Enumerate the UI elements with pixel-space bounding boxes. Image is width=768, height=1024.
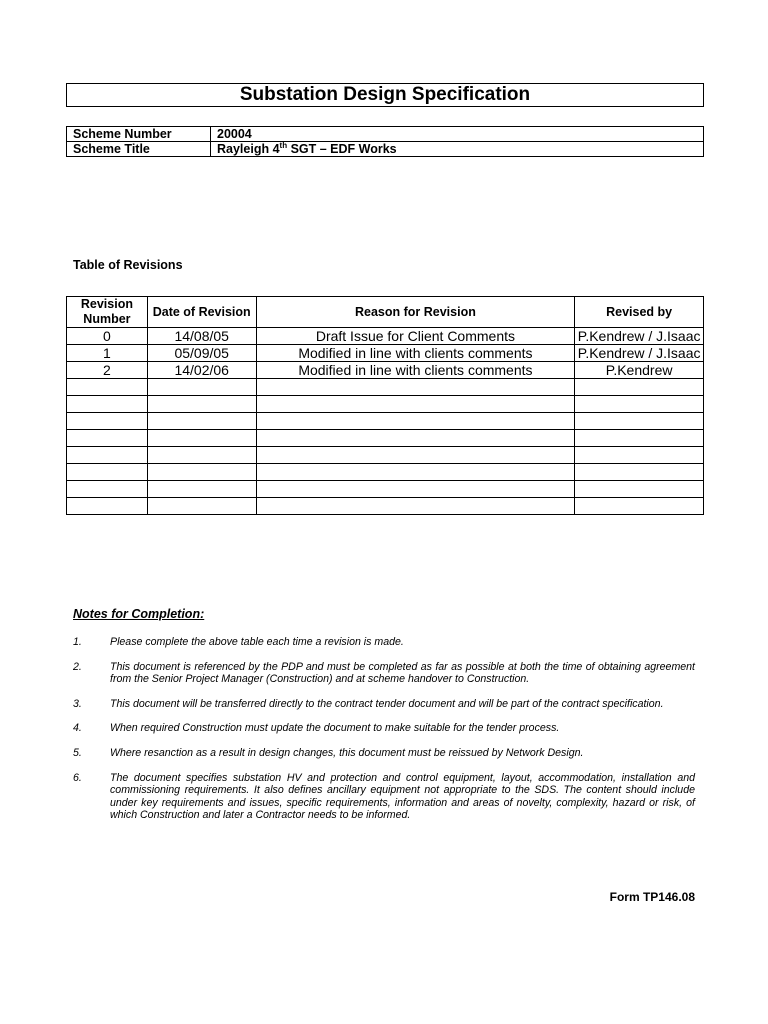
notes-list <box>73 636 695 834</box>
cell-date: 14/08/05 <box>147 328 256 345</box>
note-text: Where resanction as a result in design changes, this document must be reissued by Network Design. <box>110 746 584 759</box>
header-date-of-revision: Date of Revision <box>147 297 256 328</box>
list-item <box>73 661 695 686</box>
scheme-title-value <box>211 142 704 157</box>
empty-row <box>67 464 704 481</box>
scheme-title-label: Scheme Title <box>67 142 211 157</box>
note-text: The document specifies substation HV and protection and control equipment, layout, accommodation, installation and commissioning requirements. It also defines ancillary equipment not appropriate to the SDS. The content should include under key requirements and issues, specific requirements, information and areas of novelty, complexity, hazard or risk, of which Construction and later a Contractor needs to be informed. <box>110 771 695 822</box>
header-reason: Reason for Revision <box>256 297 575 328</box>
revisions-header-row <box>67 297 704 328</box>
scheme-number-label: Scheme Number <box>67 127 211 142</box>
note-number: 4. <box>73 722 82 735</box>
empty-row <box>67 498 704 515</box>
list-item <box>73 772 695 822</box>
scheme-number-value: 20004 <box>211 127 704 142</box>
scheme-title-row <box>67 142 704 157</box>
cell-revised-by: P.Kendrew / J.Isaac <box>575 328 704 345</box>
note-text: This document is referenced by the PDP and must be completed as far as possible at both the time of obtaining agreement from the Senior Project Manager (Construction) and at scheme handover to Construction. <box>110 660 695 686</box>
empty-row <box>67 413 704 430</box>
table-row <box>67 362 704 379</box>
document-title: Substation Design Specification <box>66 83 704 107</box>
note-text: When required Construction must update the document to make suitable for the tender process. <box>110 722 560 735</box>
list-item <box>73 636 695 649</box>
cell-reason: Modified in line with clients comments <box>256 362 575 379</box>
revisions-table <box>66 296 704 515</box>
notes-title: Notes for Completion: <box>73 607 205 621</box>
table-row <box>67 328 704 345</box>
scheme-number-row <box>67 127 704 142</box>
empty-row <box>67 379 704 396</box>
empty-row <box>67 481 704 498</box>
scheme-title-sup: th <box>279 140 288 150</box>
list-item <box>73 698 695 711</box>
header-revised-by: Revised by <box>575 297 704 328</box>
cell-revision-number: 0 <box>67 328 148 345</box>
scheme-title-post: SGT – EDF Works <box>287 142 397 156</box>
scheme-title-pre: Rayleigh 4 <box>217 142 280 156</box>
form-reference: Form TP146.08 <box>609 890 695 904</box>
scheme-table <box>66 126 704 157</box>
empty-row <box>67 447 704 464</box>
cell-date: 14/02/06 <box>147 362 256 379</box>
cell-revised-by: P.Kendrew <box>575 362 704 379</box>
cell-reason: Draft Issue for Client Comments <box>256 328 575 345</box>
list-item <box>73 722 695 735</box>
note-text: This document will be transferred directly to the contract tender document and will be part of the contract specification. <box>110 697 664 710</box>
empty-row <box>67 430 704 447</box>
note-number: 6. <box>73 771 82 784</box>
empty-row <box>67 396 704 413</box>
revisions-heading: Table of Revisions <box>73 258 183 272</box>
cell-revision-number: 2 <box>67 362 148 379</box>
note-number: 2. <box>73 660 82 673</box>
header-revision-number: Revision Number <box>67 297 148 328</box>
note-number: 1. <box>73 636 82 648</box>
list-item <box>73 747 695 760</box>
cell-reason: Modified in line with clients comments <box>256 345 575 362</box>
cell-revised-by: P.Kendrew / J.Isaac <box>575 345 704 362</box>
note-text: Please complete the above table each time a revision is made. <box>110 636 404 648</box>
cell-revision-number: 1 <box>67 345 148 362</box>
note-number: 5. <box>73 746 82 759</box>
cell-date: 05/09/05 <box>147 345 256 362</box>
table-row <box>67 345 704 362</box>
note-number: 3. <box>73 697 82 710</box>
